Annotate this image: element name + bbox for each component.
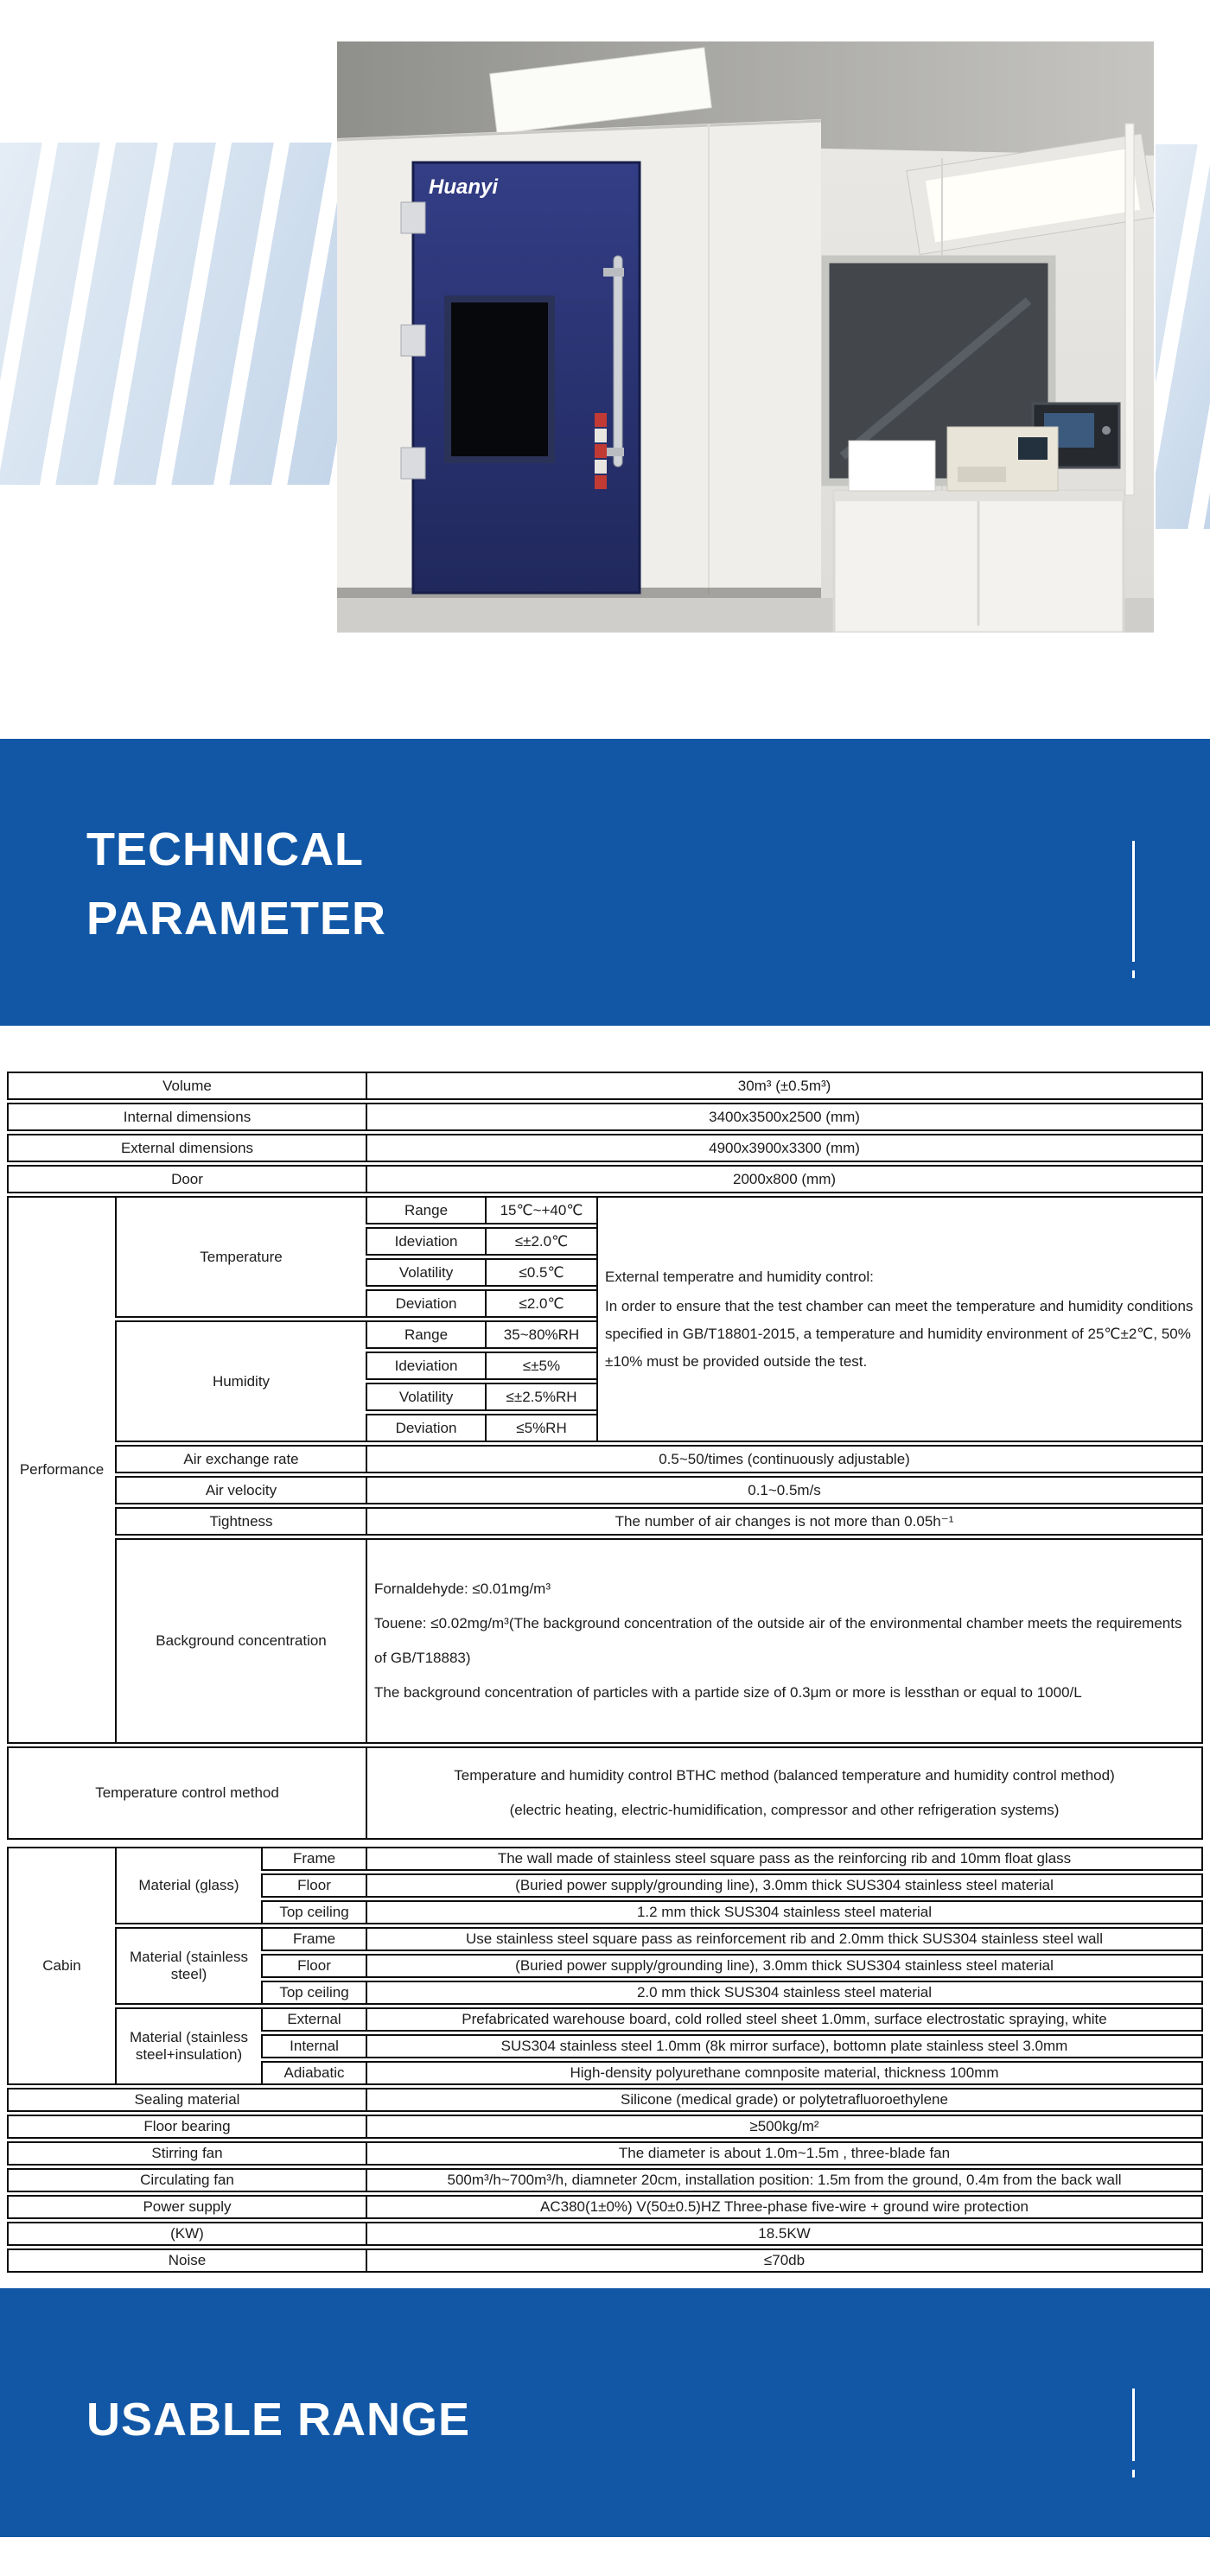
spec-tables bbox=[7, 1069, 1203, 2275]
spec-sublabel: Ideviation bbox=[366, 1227, 485, 1256]
banner-title bbox=[86, 2385, 470, 2454]
spec-value: ≤±2.5%RH bbox=[485, 1383, 596, 1411]
spec-value: High-density polyurethane comnposite material, thickness 100mm bbox=[366, 2061, 1203, 2085]
door-handle bbox=[614, 256, 622, 467]
spec-value: ≤±5% bbox=[485, 1352, 596, 1380]
note-line1: External temperatre and humidity control: bbox=[605, 1268, 874, 1285]
door-window bbox=[448, 299, 551, 460]
temperature-control-value bbox=[366, 1746, 1203, 1840]
door-hinge-top bbox=[401, 202, 425, 233]
spec-value: 500m³/h~700m³/h, diamneter 20cm, installation position: 1.5m from the ground, 0.4m from the back wall bbox=[366, 2168, 1203, 2192]
table-row bbox=[7, 1746, 1203, 1840]
spec-value: 3400x3500x2500 (mm) bbox=[366, 1103, 1203, 1131]
spec-sublabel: Ideviation bbox=[366, 1352, 485, 1380]
table-row bbox=[7, 2007, 1203, 2032]
spec-value: 0.1~0.5m/s bbox=[366, 1476, 1203, 1504]
temperature-control-label: Temperature control method bbox=[7, 1746, 366, 1840]
chamber-room-illustration bbox=[337, 41, 1154, 633]
spec-value: Use stainless steel square pass as reinforcement rib and 2.0mm thick SUS304 stainless steel wall bbox=[366, 1927, 1203, 1951]
spec-label: Floor bearing bbox=[7, 2115, 366, 2139]
table-row bbox=[7, 1072, 1203, 1100]
spec-label: Internal dimensions bbox=[7, 1103, 366, 1131]
spec-label: Air exchange rate bbox=[115, 1445, 366, 1473]
spec-value: Silicone (medical grade) or polytetrafluoroethylene bbox=[366, 2088, 1203, 2112]
spec-value: (Buried power supply/grounding line), 3.0mm thick SUS304 stainless steel material bbox=[366, 1954, 1203, 1978]
banner-accent-line bbox=[1132, 2388, 1135, 2461]
spec-value: 4900x3900x3300 (mm) bbox=[366, 1134, 1203, 1162]
spec-value: 2000x800 (mm) bbox=[366, 1165, 1203, 1193]
spec-value: The number of air changes is not more than 0.05h⁻¹ bbox=[366, 1507, 1203, 1536]
banner-accent-dot bbox=[1132, 2470, 1135, 2477]
table-row bbox=[7, 1538, 1203, 1744]
note-line2: In order to ensure that the test chamber can meet the temperature and humidity conditions specified in GB/T18801-2015, a temperature and humidity environment of 25℃±2℃, 50%±10% must be provided outside the test. bbox=[605, 1297, 1194, 1370]
spec-value: 30m³ (±0.5m³) bbox=[366, 1072, 1203, 1100]
temperature-control-line2: (electric heating, electric-humidification, compressor and other refrigeration systems) bbox=[509, 1802, 1060, 1818]
material-stainless-label: Material (stainless steel) bbox=[115, 1927, 261, 2005]
spec-label: Tightness bbox=[115, 1507, 366, 1536]
spec-sublabel: Deviation bbox=[366, 1289, 485, 1318]
instrument-small bbox=[849, 441, 935, 491]
table-row bbox=[7, 2248, 1203, 2273]
table-row bbox=[7, 1103, 1203, 1131]
spec-value: The wall made of stainless steel square pass as the reinforcing rib and 10mm float glass bbox=[366, 1847, 1203, 1871]
performance-section-label: Performance bbox=[7, 1196, 115, 1744]
spec-sublabel: Range bbox=[366, 1320, 485, 1349]
spec-label: Sealing material bbox=[7, 2088, 366, 2112]
spec-value: SUS304 stainless steel 1.0mm (8k mirror surface), bottomn plate stainless steel 3.0mm bbox=[366, 2034, 1203, 2058]
spec-value: (Buried power supply/grounding line), 3.0mm thick SUS304 stainless steel material bbox=[366, 1873, 1203, 1898]
usable-range-banner bbox=[0, 2288, 1210, 2537]
spec-value: ≤2.0℃ bbox=[485, 1289, 596, 1318]
spec-sublabel: Floor bbox=[261, 1954, 366, 1978]
table-row bbox=[7, 2115, 1203, 2139]
bench-top bbox=[834, 491, 1124, 501]
spec-label: (KW) bbox=[7, 2222, 366, 2246]
spec-sublabel: Adiabatic bbox=[261, 2061, 366, 2085]
spec-sublabel: Top ceiling bbox=[261, 1981, 366, 2005]
table-row bbox=[7, 1847, 1203, 1871]
external-control-note bbox=[596, 1196, 1203, 1442]
spec-label: Power supply bbox=[7, 2195, 366, 2219]
spec-label: Circulating fan bbox=[7, 2168, 366, 2192]
banner-accent-line bbox=[1132, 841, 1135, 962]
door-hinge-bottom bbox=[401, 448, 425, 479]
background-line3: The background concentration of particles with a partide size of 0.3μm or more is lessthan or equal to 1000/L bbox=[374, 1684, 1082, 1701]
cabin-spec-table bbox=[7, 1844, 1203, 2275]
spec-value: 15℃~+40℃ bbox=[485, 1196, 596, 1224]
background-concentration-value bbox=[366, 1538, 1203, 1744]
product-photo bbox=[337, 41, 1154, 633]
spec-sublabel: Volatility bbox=[366, 1258, 485, 1287]
spec-sublabel: Top ceiling bbox=[261, 1900, 366, 1924]
spec-label: Volume bbox=[7, 1072, 366, 1100]
table-row bbox=[7, 1165, 1203, 1193]
spec-label: External dimensions bbox=[7, 1134, 366, 1162]
table-row bbox=[7, 1445, 1203, 1473]
spec-value: ≤70db bbox=[366, 2248, 1203, 2273]
temperature-control-line1: Temperature and humidity control BTHC method (balanced temperature and humidity control method) bbox=[454, 1767, 1115, 1784]
control-panel-knob bbox=[1102, 426, 1111, 435]
handle-bracket-top bbox=[603, 268, 624, 277]
banner-title-line1: USABLE RANGE bbox=[86, 2394, 471, 2446]
cabin-section-label: Cabin bbox=[7, 1847, 115, 2085]
table-row bbox=[7, 2222, 1203, 2246]
spec-label: Air velocity bbox=[115, 1476, 366, 1504]
spec-value: 0.5~50/times (continuously adjustable) bbox=[366, 1445, 1203, 1473]
spec-value: 1.2 mm thick SUS304 stainless steel material bbox=[366, 1900, 1203, 1924]
table-row bbox=[7, 2195, 1203, 2219]
spec-value: ≤±2.0℃ bbox=[485, 1227, 596, 1256]
door-hinge-middle bbox=[401, 325, 425, 356]
banner-title-line1: TECHNICAL bbox=[86, 824, 364, 875]
spec-sublabel: Volatility bbox=[366, 1383, 485, 1411]
spec-value: The diameter is about 1.0m~1.5m , three-blade fan bbox=[366, 2141, 1203, 2166]
instrument-slot bbox=[958, 467, 1006, 482]
spec-sublabel: Internal bbox=[261, 2034, 366, 2058]
spec-label: Noise bbox=[7, 2248, 366, 2273]
table-row bbox=[7, 1196, 1203, 1224]
instrument-screen bbox=[1018, 437, 1048, 460]
spec-label: Stirring fan bbox=[7, 2141, 366, 2166]
table-row bbox=[7, 1927, 1203, 1951]
spec-value: 18.5KW bbox=[366, 2222, 1203, 2246]
chamber-logo: Huanyi bbox=[429, 175, 499, 199]
decor-stripes-left bbox=[0, 143, 337, 485]
spec-value: Prefabricated warehouse board, cold rolled steel sheet 1.0mm, surface electrostatic spraying, white bbox=[366, 2007, 1203, 2032]
background-concentration-label: Background concentration bbox=[115, 1538, 366, 1744]
spec-value: ≥500kg/m² bbox=[366, 2115, 1203, 2139]
spec-sublabel: External bbox=[261, 2007, 366, 2032]
table-row bbox=[7, 1476, 1203, 1504]
temperature-group-label: Temperature bbox=[115, 1196, 366, 1318]
table-row bbox=[7, 1134, 1203, 1162]
banner-accent-dot bbox=[1132, 970, 1135, 978]
spec-value: 35~80%RH bbox=[485, 1320, 596, 1349]
humidity-group-label: Humidity bbox=[115, 1320, 366, 1442]
banner-title-line2: PARAMETER bbox=[86, 893, 387, 945]
technical-parameter-banner bbox=[0, 739, 1210, 1026]
spec-value: ≤5%RH bbox=[485, 1414, 596, 1442]
spec-value: 2.0 mm thick SUS304 stainless steel material bbox=[366, 1981, 1203, 2005]
spec-sublabel: Frame bbox=[261, 1847, 366, 1871]
decor-stripes-right bbox=[1156, 144, 1210, 529]
spec-sublabel: Floor bbox=[261, 1873, 366, 1898]
material-glass-label: Material (glass) bbox=[115, 1847, 261, 1924]
technical-parameter-table bbox=[7, 1069, 1203, 1842]
banner-title bbox=[86, 815, 386, 953]
door-sticker-strip bbox=[595, 413, 607, 489]
background-line1: Fornaldehyde: ≤0.01mg/m³ bbox=[374, 1581, 551, 1597]
spec-value: AC380(1±0%) V(50±0.5)HZ Three-phase five-wire + ground wire protection bbox=[366, 2195, 1203, 2219]
table-row bbox=[7, 1507, 1203, 1536]
background-line2: Touene: ≤0.02mg/m³(The background concentration of the outside air of the environmental chamber meets the requirements of GB/T18883) bbox=[374, 1615, 1182, 1666]
table-row bbox=[7, 2168, 1203, 2192]
material-insulation-label: Material (stainless steel+insulation) bbox=[115, 2007, 261, 2085]
spec-value: ≤0.5℃ bbox=[485, 1258, 596, 1287]
spec-label: Door bbox=[7, 1165, 366, 1193]
table-row bbox=[7, 2141, 1203, 2166]
wall-conduit bbox=[1125, 124, 1134, 495]
spec-sublabel: Frame bbox=[261, 1927, 366, 1951]
table-row bbox=[7, 2088, 1203, 2112]
spec-sublabel: Deviation bbox=[366, 1414, 485, 1442]
spec-sublabel: Range bbox=[366, 1196, 485, 1224]
